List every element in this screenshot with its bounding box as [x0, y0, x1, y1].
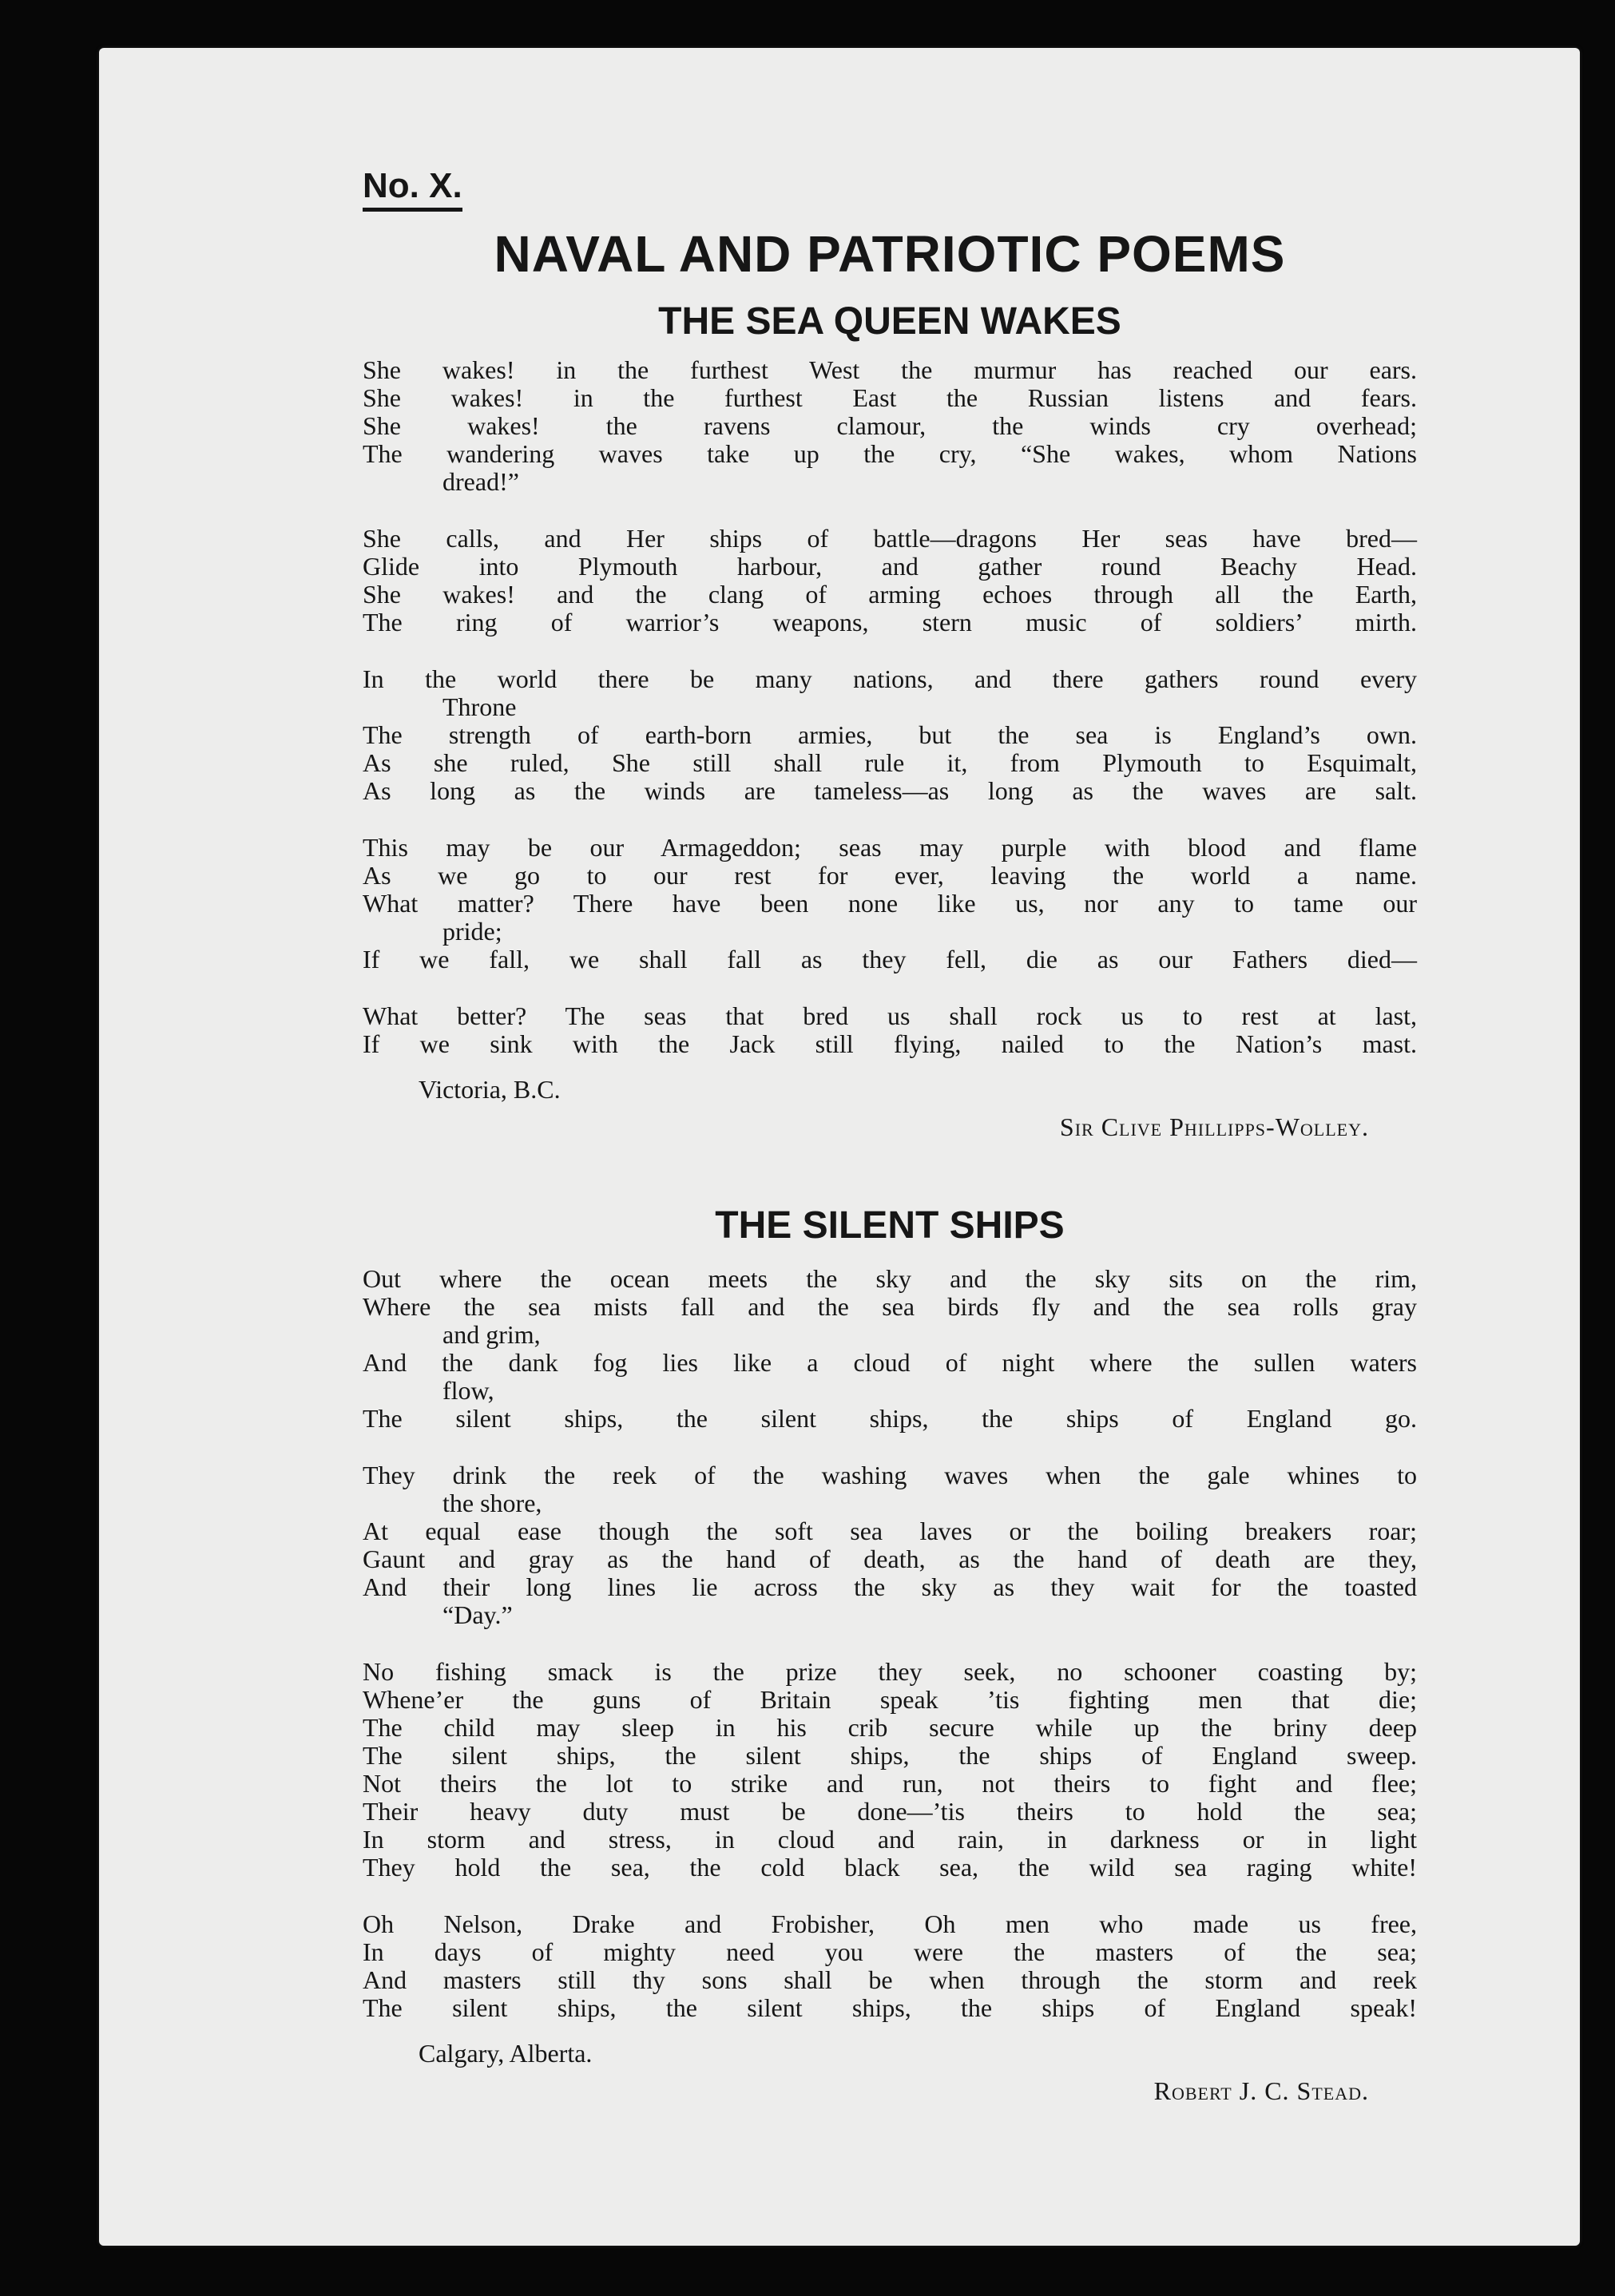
- poem-line: The strength of earth-born armies, but the sea is England’s own.: [363, 720, 1417, 749]
- poem-line: Oh Nelson, Drake and Frobisher, Oh men who made us free,: [363, 1909, 1417, 1938]
- poem-line-continuation: the shore,: [442, 1489, 542, 1517]
- poem-title: THE SEA QUEEN WAKES: [658, 300, 1121, 343]
- poem-line: Where the sea mists fall and the sea birds fly and the sea rolls gray: [363, 1292, 1417, 1321]
- poem-line: In storm and stress, in cloud and rain, in darkness or in light: [363, 1825, 1417, 1854]
- poem-line: The silent ships, the silent ships, the ships of England go.: [363, 1404, 1417, 1433]
- poem-line-continuation: “Day.”: [442, 1600, 513, 1629]
- stanza: [363, 525, 1417, 636]
- stanza: [363, 1658, 1417, 1882]
- poem-line: In days of mighty need you were the masters of the sea;: [363, 1937, 1417, 1966]
- poem-line-continuation: pride;: [442, 917, 502, 946]
- poem-place: Calgary, Alberta.: [419, 2039, 593, 2068]
- poem: [363, 299, 1417, 1141]
- poem-line: Gaunt and gray as the hand of death, as the hand of death are they,: [363, 1545, 1417, 1573]
- poem-line: This may be our Armageddon; seas may purple with blood and flame: [363, 833, 1417, 862]
- poem-line: In the world there be many nations, and there gathers round every: [363, 664, 1417, 693]
- poem-line: She calls, and Her ships of battle—dragons Her seas have bred—: [363, 524, 1417, 553]
- stanza: [363, 1002, 1417, 1058]
- collection-title: NAVAL AND PATRIOTIC POEMS: [494, 225, 1286, 283]
- poem-line-continuation: and grim,: [442, 1320, 541, 1349]
- poem-line: Not theirs the lot to strike and run, not theirs to fight and flee;: [363, 1769, 1417, 1798]
- poem-line: If we sink with the Jack still flying, nailed to the Nation’s mast.: [363, 1029, 1417, 1058]
- poem-line: And masters still thy sons shall be when through the storm and reek: [363, 1965, 1417, 1994]
- poem-author: Sir Clive Phillipps-Wolley.: [1059, 1112, 1369, 1141]
- document-page: [99, 48, 1580, 2246]
- poem-line: As she ruled, She still shall rule it, from Plymouth to Esquimalt,: [363, 748, 1417, 777]
- poem-line: And the dank fog lies like a cloud of night where the sullen waters: [363, 1348, 1417, 1377]
- poem-line: They hold the sea, the cold black sea, the wild sea raging white!: [363, 1853, 1417, 1882]
- poem-line: She wakes! in the furthest East the Russian listens and fears.: [363, 383, 1417, 412]
- poem-line: No fishing smack is the prize they seek, no schooner coasting by;: [363, 1657, 1417, 1686]
- poem-line: The silent ships, the silent ships, the ships of England sweep.: [363, 1741, 1417, 1770]
- issue-number: No. X.: [363, 166, 462, 212]
- poem-line: The ring of warrior’s weapons, stern music of soldiers’ mirth.: [363, 608, 1417, 636]
- poem-line: The wandering waves take up the cry, “She wakes, whom Nations: [363, 439, 1417, 468]
- poem-line: She wakes! and the clang of arming echoes through all the Earth,: [363, 580, 1417, 609]
- poems-container: [363, 299, 1417, 2105]
- poem-line: What matter? There have been none like us, nor any to tame our: [363, 889, 1417, 918]
- poem-line-continuation: dread!”: [442, 467, 519, 496]
- poem-line: If we fall, we shall fall as they fell, die as our Fathers died—: [363, 945, 1417, 974]
- poem-line: Glide into Plymouth harbour, and gather round Beachy Head.: [363, 552, 1417, 581]
- stanza: [363, 1461, 1417, 1629]
- stanza: [363, 665, 1417, 805]
- poem-line: And their long lines lie across the sky as they wait for the toasted: [363, 1572, 1417, 1601]
- stanza: [363, 834, 1417, 974]
- poem: [363, 1204, 1417, 2105]
- poem-line: As we go to our rest for ever, leaving the world a name.: [363, 861, 1417, 890]
- poem-line: She wakes! in the furthest West the murmur has reached our ears.: [363, 355, 1417, 384]
- poem-line: As long as the winds are tameless—as long as the waves are salt.: [363, 776, 1417, 805]
- poem-place: Victoria, B.C.: [419, 1075, 561, 1104]
- poem-line-continuation: Throne: [442, 692, 517, 721]
- poem-line: They drink the reek of the washing waves when the gale whines to: [363, 1461, 1417, 1489]
- stanza: [363, 356, 1417, 496]
- poem-line: Whene’er the guns of Britain speak ’tis fighting men that die;: [363, 1685, 1417, 1714]
- poem-line-continuation: flow,: [442, 1376, 494, 1405]
- poem-line: She wakes! the ravens clamour, the winds cry overhead;: [363, 411, 1417, 440]
- stanza: [363, 1265, 1417, 1433]
- poem-line: Their heavy duty must be done—’tis theirs to hold the sea;: [363, 1797, 1417, 1826]
- poem-title: THE SILENT SHIPS: [715, 1204, 1065, 1247]
- poem-line: At equal ease though the soft sea laves or the boiling breakers roar;: [363, 1517, 1417, 1545]
- poem-line: What better? The seas that bred us shall rock us to rest at last,: [363, 1001, 1417, 1030]
- document-content: [363, 166, 1417, 2105]
- poem-line: Out where the ocean meets the sky and the sky sits on the rim,: [363, 1264, 1417, 1293]
- poem-line: The child may sleep in his crib secure while up the briny deep: [363, 1713, 1417, 1742]
- poem-line: The silent ships, the silent ships, the ships of England speak!: [363, 1993, 1417, 2022]
- poem-author: Robert J. C. Stead.: [1153, 2076, 1369, 2105]
- stanza: [363, 1910, 1417, 2022]
